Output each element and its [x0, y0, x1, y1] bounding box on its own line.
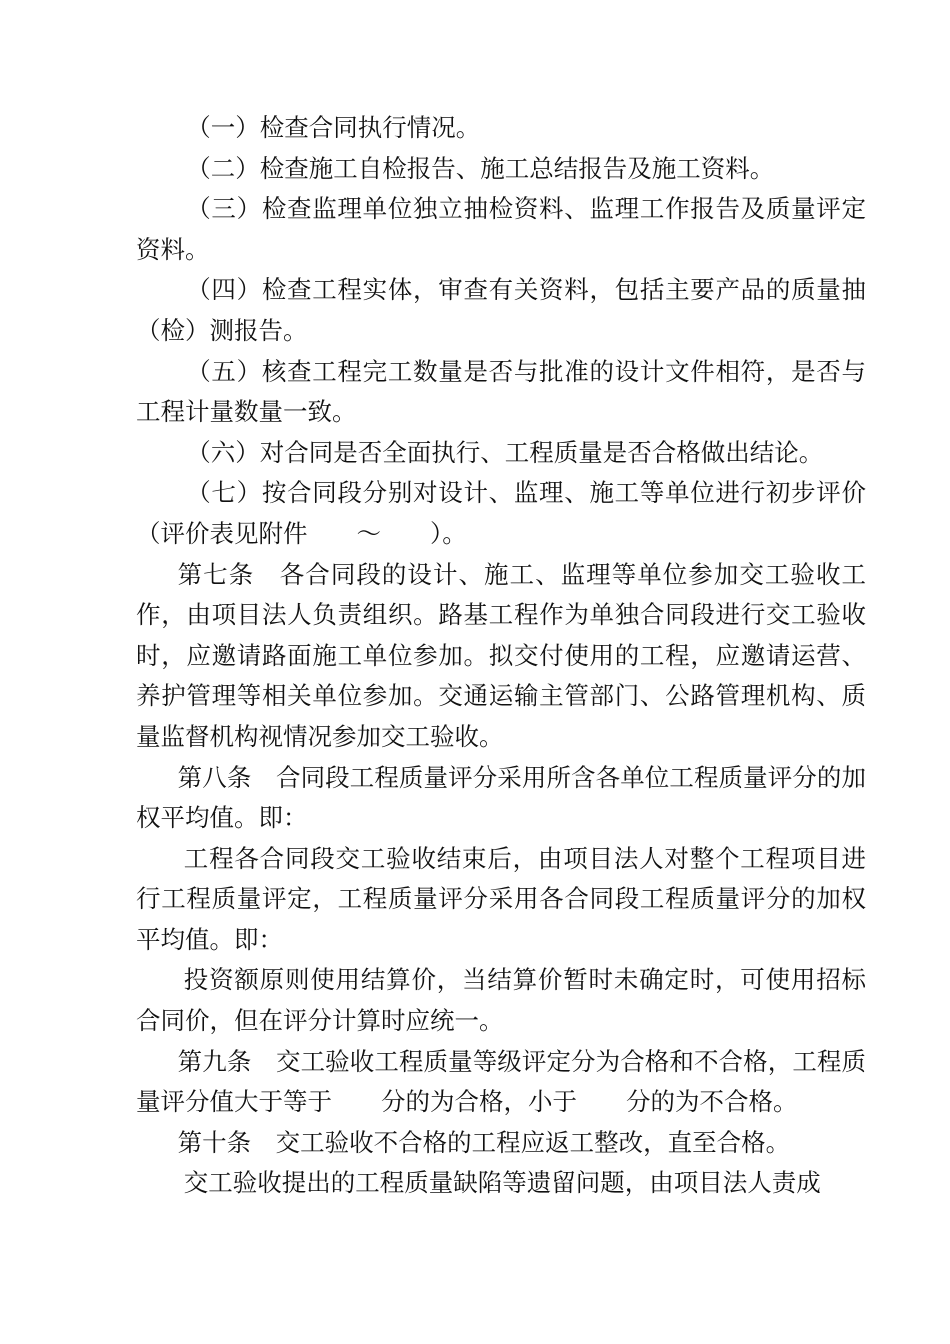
- paragraph-item-5: （五）核查工程完工数量是否与批准的设计文件相符，是否与工程计量数量一致。: [136, 356, 866, 427]
- paragraph-item-3: （三）检查监理单位独立抽检资料、监理工作报告及质量评定资料。: [136, 194, 866, 264]
- article-8-paragraph-2: 工程各合同段交工验收结束后，由项目法人对整个工程项目进行工程质量评定，工程质量评分采用各合同段工程质量评分的加权平均值。即：: [136, 843, 866, 954]
- article-8: 第八条 合同段工程质量评分采用所含各单位工程质量评分的加权平均值。即：: [136, 762, 866, 833]
- document-page: [136, 108, 866, 1204]
- paragraph-item-1: （一）检查合同执行情况。: [186, 113, 481, 142]
- article-8-paragraph-3: 投资额原则使用结算价，当结算价暂时未确定时，可使用招标合同价，但在评分计算时应统一。: [136, 965, 866, 1036]
- paragraph-item-2: （二）检查施工自检报告、施工总结报告及施工资料。: [186, 153, 775, 183]
- article-10-paragraph-2: 交工验收提出的工程质量缺陷等遗留问题，由项目法人责成: [183, 1168, 821, 1198]
- paragraph-item-6: （六）对合同是否全面执行、工程质量是否合格做出结论。: [186, 437, 824, 467]
- paragraph-item-4: （四）检查工程实体，审查有关资料，包括主要产品的质量抽（检）测报告。: [136, 275, 866, 345]
- article-7: 第七条 各合同段的设计、施工、监理等单位参加交工验收工作，由项目法人负责组织。路基工程作为单独合同段进行交工验收时，应邀请路面施工单位参加。拟交付使用的工程，应邀请运营、养护管理等相关单位参加。交通运输主管部门、公路管理机构、质量监督机构视情况参加交工验收。: [136, 559, 866, 751]
- article-9: 第九条 交工验收工程质量等级评定分为合格和不合格，工程质量评分值大于等于 分的为合格，小于 分的为不合格。: [136, 1046, 866, 1117]
- article-10: 第十条 交工验收不合格的工程应返工整改，直至合格。: [177, 1127, 791, 1157]
- paragraph-item-7: （七）按合同段分别对设计、监理、施工等单位进行初步评价（评价表见附件 ～ ）。: [136, 478, 866, 548]
